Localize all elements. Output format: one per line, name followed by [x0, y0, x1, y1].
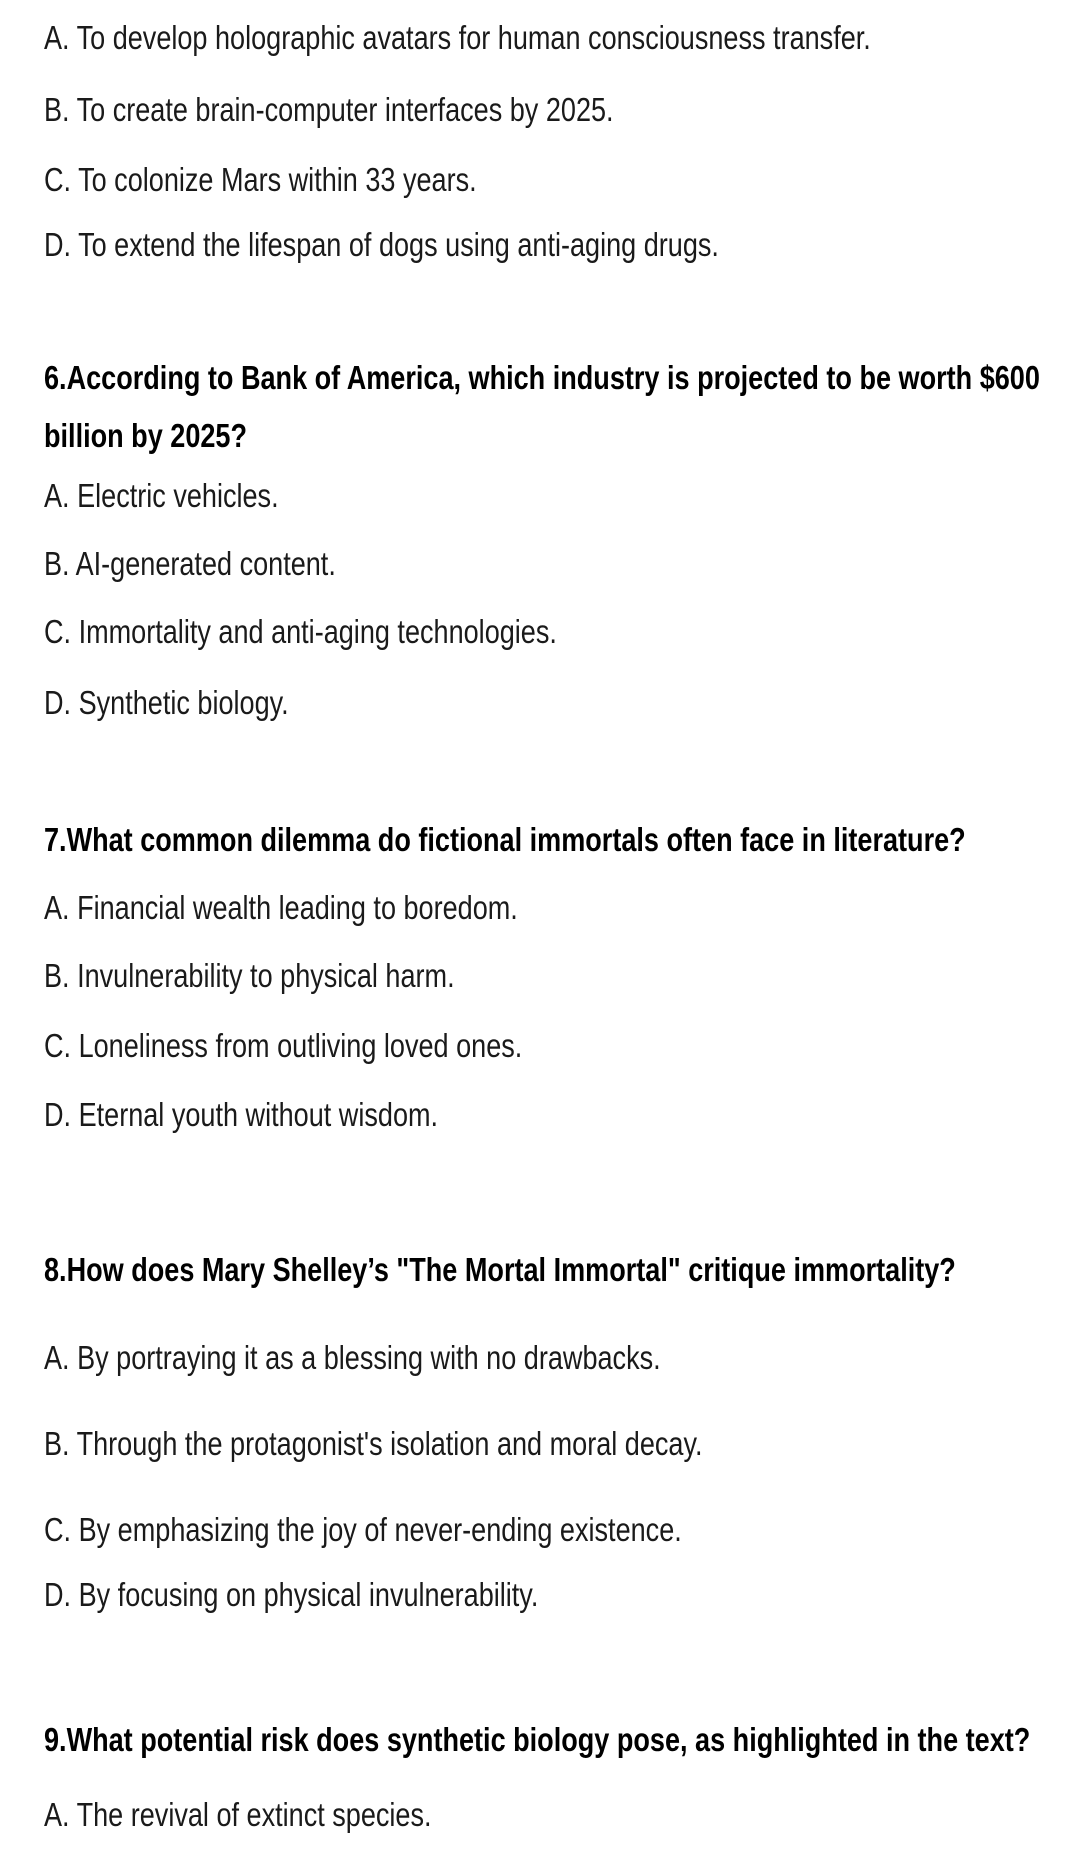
question-9-option-a: A. The revival of extinct species.	[44, 1796, 432, 1833]
question-6-option-b: B. AI-generated content.	[44, 545, 336, 582]
question-7-heading: 7.What common dilemma do fictional immortals often face in literature?	[44, 821, 966, 858]
question-8-option-c: C. By emphasizing the joy of never-ending existence.	[44, 1511, 682, 1548]
prev-question-option-b: B. To create brain-computer interfaces by 2025.	[44, 91, 614, 128]
question-7-option-c: C. Loneliness from outliving loved ones.	[44, 1027, 523, 1064]
question-7-option-d: D. Eternal youth without wisdom.	[44, 1096, 439, 1133]
question-7-option-a: A. Financial wealth leading to boredom.	[44, 889, 518, 926]
question-8-option-b: B. Through the protagonist's isolation and moral decay.	[44, 1425, 703, 1462]
prev-question-option-a: A. To develop holographic avatars for human consciousness transfer.	[44, 19, 871, 56]
question-6-heading: 6.According to Bank of America, which industry is projected to be worth $600 billion by 2025?	[44, 359, 1040, 454]
question-6-option-c: C. Immortality and anti-aging technologies.	[44, 613, 557, 650]
question-6-option-a: A. Electric vehicles.	[44, 477, 279, 514]
question-6-option-d: D. Synthetic biology.	[44, 684, 289, 721]
question-9-heading: 9.What potential risk does synthetic biology pose, as highlighted in the text?	[44, 1721, 1031, 1758]
question-7-option-b: B. Invulnerability to physical harm.	[44, 957, 455, 994]
question-8-heading: 8.How does Mary Shelley’s "The Mortal Immortal" critique immortality?	[44, 1251, 956, 1288]
prev-question-option-d: D. To extend the lifespan of dogs using anti-aging drugs.	[44, 226, 719, 263]
question-8-option-a: A. By portraying it as a blessing with no drawbacks.	[44, 1339, 661, 1376]
question-8-option-d: D. By focusing on physical invulnerability.	[44, 1576, 539, 1613]
prev-question-option-c: C. To colonize Mars within 33 years.	[44, 161, 477, 198]
